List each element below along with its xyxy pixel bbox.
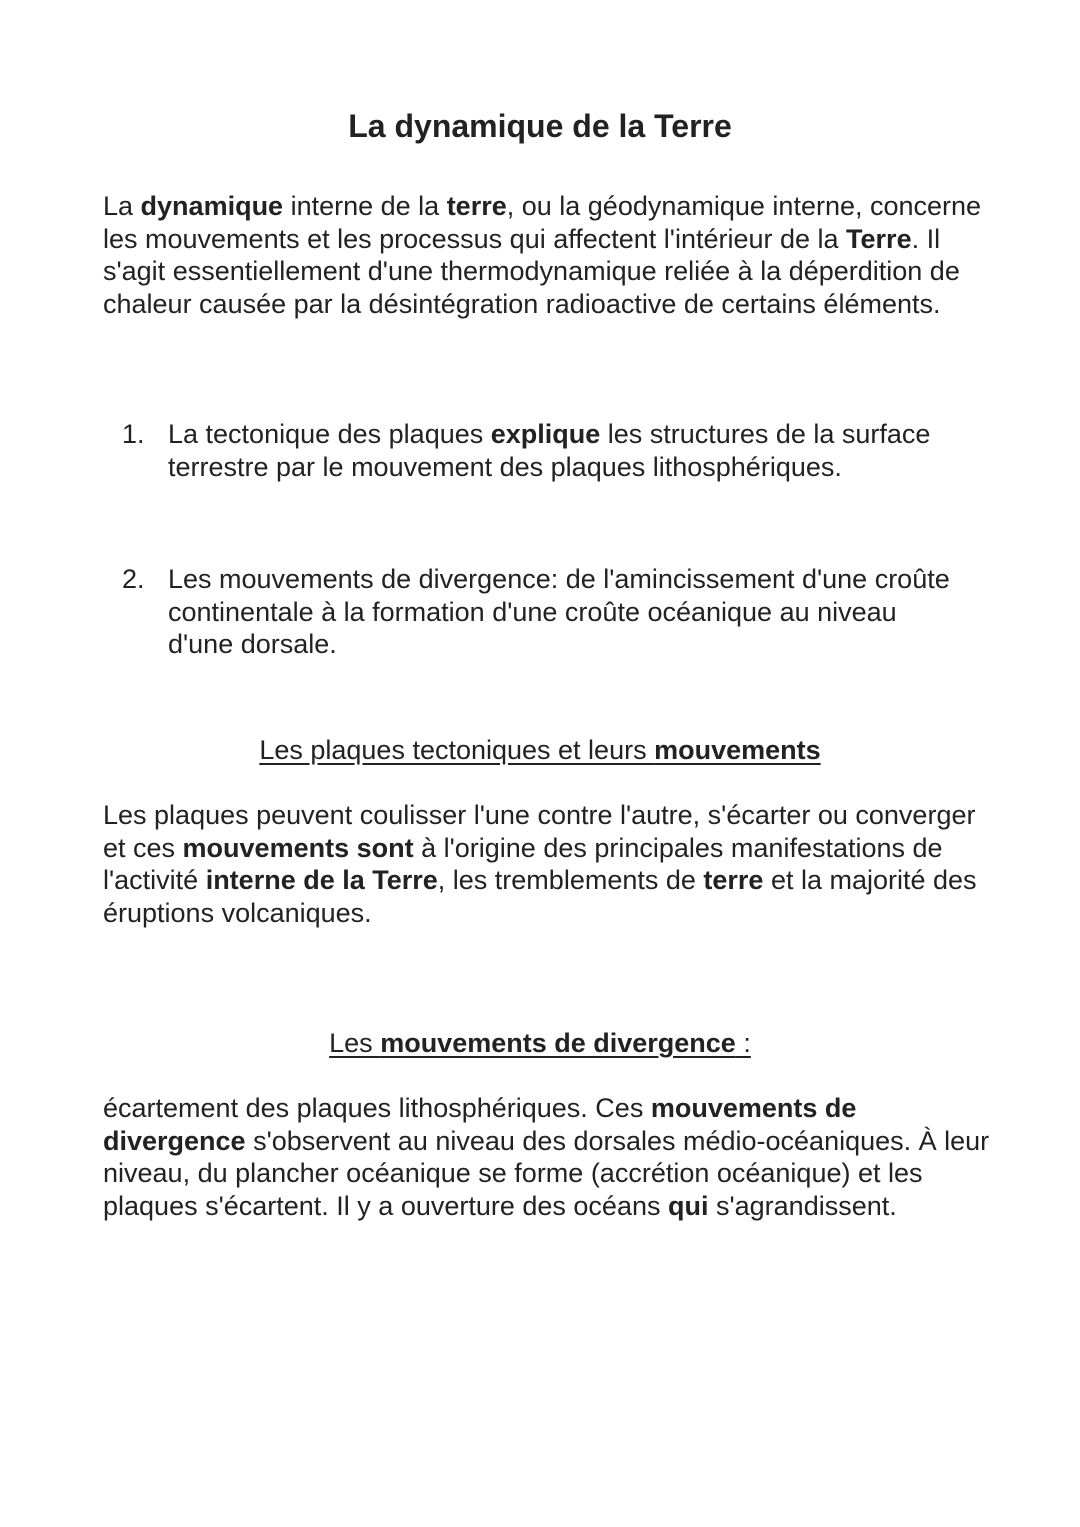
divergence-bold-2: qui	[667, 1190, 709, 1221]
intro-text-4: . Il s'agit essentiellement d'une thermodynamique reliée à la déperdition de chaleur causée par la désintégration radioactive de certains éléments.	[103, 223, 960, 319]
plates-bold-3: terre	[703, 865, 764, 896]
intro-paragraph	[103, 190, 1003, 320]
section-heading-divergence	[0, 1027, 1080, 1059]
list-item-1-bold: explique	[490, 419, 601, 449]
plates-text-1: Les plaques peuvent coulisser l'une contre l'autre, s'écarter ou converger et ces	[103, 800, 976, 863]
list-item-1-text-1: La tectonique des plaques	[168, 419, 491, 449]
divergence-bold-1: mouvements de divergence	[103, 1093, 857, 1156]
section-heading-plates-underlined	[259, 735, 820, 765]
plates-text-3: , les tremblements de	[437, 865, 704, 896]
list-item-text: Les mouvements de divergence: de l'amincissement d'une croûte continentale à la formation d'une croûte océanique au niveau d'une dorsale.	[168, 564, 950, 660]
plates-paragraph	[103, 799, 1003, 929]
intro-text-2: interne de la	[283, 191, 447, 221]
list-item-number: 2.	[122, 564, 145, 594]
list-item-1-text-2: les structures de la surface terrestre par le mouvement des plaques lithosphériques.	[168, 419, 931, 482]
section-heading-divergence-text-2: :	[735, 1028, 751, 1058]
intro-bold-1: dynamique	[140, 191, 284, 221]
section-heading-plates	[0, 734, 1080, 766]
section-heading-plates-bold: mouvements	[654, 735, 821, 765]
divergence-text-1: écartement des plaques lithosphériques. Ces	[103, 1093, 651, 1123]
divergence-text-2: s'observent au niveau des dorsales médio-océaniques. À leur niveau, du plancher océanique se forme (accrétion océanique) et les plaques s'écartent. Il y a ouverture des océans	[103, 1125, 990, 1221]
intro-bold-3: Terre	[846, 223, 912, 254]
page-title: La dynamique de la Terre	[348, 108, 732, 144]
plates-bold-1: mouvements sont	[182, 832, 414, 863]
divergence-text-3: s'agrandissent.	[708, 1190, 897, 1221]
intro-text-3: , ou la géodynamique interne, concerne les mouvements et les processus qui affectent l'intérieur de la	[103, 191, 982, 254]
plates-text-4: et la majorité des éruptions volcaniques.	[103, 865, 977, 928]
section-heading-plates-text: Les plaques tectoniques et leurs	[259, 735, 655, 765]
section-heading-divergence-bold: mouvements de divergence	[380, 1028, 736, 1058]
divergence-paragraph	[103, 1092, 1003, 1222]
section-heading-divergence-underlined	[329, 1028, 751, 1058]
intro-text-1: La	[103, 191, 141, 221]
section-heading-divergence-text-1: Les	[329, 1028, 381, 1058]
plates-bold-2: interne de la Terre	[205, 865, 438, 896]
plates-text-2: à l'origine des principales manifestations de l'activité	[103, 832, 943, 896]
intro-bold-2: terre	[446, 191, 507, 221]
list-item-text	[168, 418, 968, 483]
list-item-number: 1.	[122, 419, 145, 449]
